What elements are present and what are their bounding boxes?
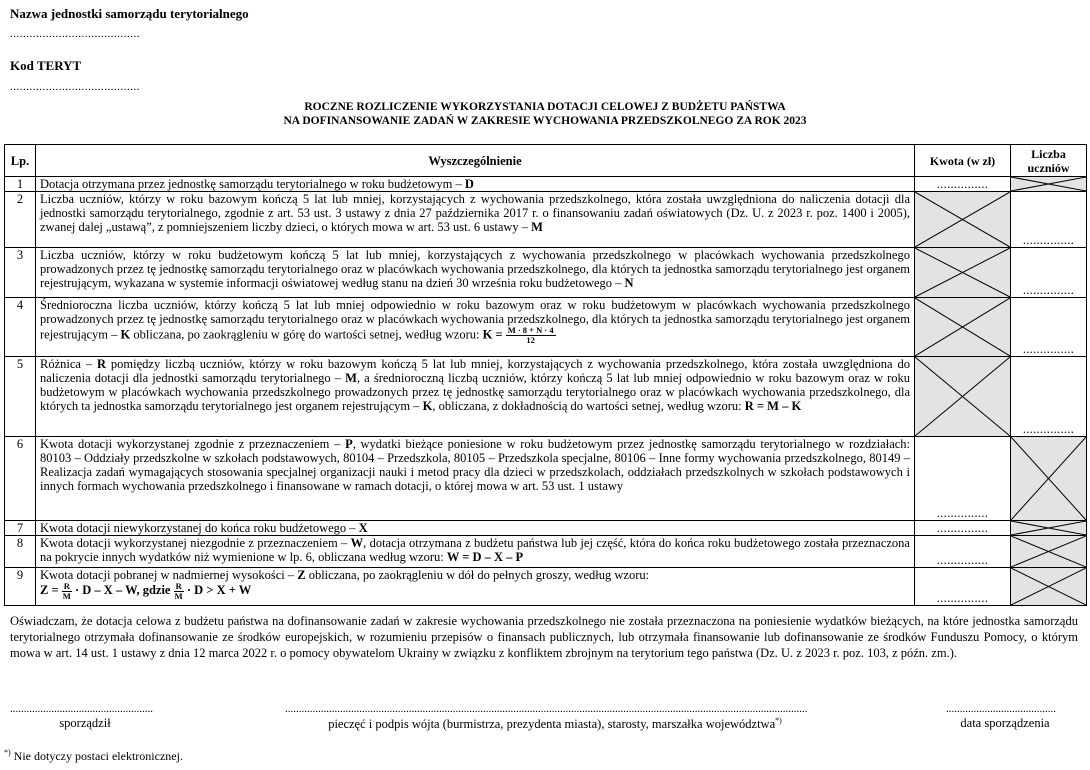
signature-label: pieczęć i podpis wójta (burmistrza, prezydenta miasta), starosty, marszałka województwa*) — [328, 716, 782, 732]
row-desc — [36, 357, 915, 437]
table-row — [5, 248, 1087, 298]
crossed-cell — [915, 248, 1011, 298]
document-title-line1: ROCZNE ROZLICZENIE WYKORZYSTANIA DOTACJI CELOWEJ Z BUDŻETU PAŃSTWA — [304, 101, 786, 113]
row-text: pomiędzy liczbą uczniów, którzy w roku bazowym kończą 5 lat lub mniej, korzystających z wychowania przedszkolnego, która została uwzględniona do naliczenia dotacji dla jednostki samorządu terytorialnego – — [40, 357, 910, 385]
students-field[interactable]: ............... — [1011, 357, 1087, 437]
row-text: Kwota dotacji pobranej w nadmiernej wysokości – — [40, 568, 295, 582]
table-row — [5, 536, 1087, 568]
row-lp: 3 — [5, 248, 36, 298]
formula-fraction: $\frac{R}{M}$ — [174, 581, 183, 601]
formula-fraction — [506, 326, 556, 345]
row-text: , a średnioroczną liczbą uczniów, którzy kończą 5 lat lub mniej odpowiednio w roku bazowym oraz w roku budżetowym w placówkach wychowania przedszkolnego prowadzonych przez tę jednostkę samorządu terytorialnego oraz w placówkach wychowania przedszkolnego, dla których ta jednostka samorządu terytorialnego jest organem rejestrującym – — [40, 371, 910, 413]
row-text: obliczana, po zaokrągleniu w dół do pełnych groszy, według wzoru: — [308, 568, 650, 582]
row-symbol: N — [624, 276, 634, 290]
crossed-cell — [1011, 536, 1087, 568]
row-lp: 5 — [5, 357, 36, 437]
document-title-line2: NA DOFINANSOWANIE ZADAŃ W ZAKRESIE WYCHOWANIA PRZEDSZKOLNEGO ZA ROK 2023 — [283, 115, 807, 127]
settlement-table — [4, 144, 1087, 606]
row-lp: 1 — [5, 177, 36, 192]
footnote: *) Nie dotyczy postaci elektronicznej. — [4, 748, 183, 763]
formula-r: R = M – K — [744, 399, 802, 413]
row-text-tail: obliczana, po zaokrągleniu w górę do wartości setnej, według wzoru: — [133, 327, 480, 342]
amount-field[interactable]: ............... — [915, 437, 1011, 521]
row-desc — [36, 521, 915, 536]
row-symbol: K — [422, 399, 433, 413]
students-field[interactable]: ............... — [1011, 298, 1087, 357]
row-symbol: W — [350, 536, 364, 550]
row-text: , dotacja otrzymana z budżetu państwa lub jej część, która do końca roku budżetowego została przeznaczona na pokrycie innych wydatków niż wymienione w lp. 6, obliczana według wzoru: — [40, 536, 910, 564]
crossed-cell — [1011, 521, 1087, 536]
jst-name-field[interactable]: ........................................ — [10, 28, 140, 40]
row-text: Kwota dotacji niewykorzystanej do końca roku budżetowego – — [40, 521, 356, 535]
row-lp: 2 — [5, 192, 36, 248]
row-lp: 8 — [5, 536, 36, 568]
row-text: Średnioroczna liczba uczniów, którzy kończą 5 lat lub mniej odpowiednio w roku bazowym oraz w roku budżetowym w placówkach wychowania przedszkolnego prowadzonych przez tę jednostkę samorządu terytorialnego oraz w placówkach wychowania przedszkolnego, dla których ta jednostka samorządu terytorialnego jest organem rejestrującym – — [40, 298, 910, 342]
row-desc — [36, 192, 915, 248]
col-header-lp: Lp. — [5, 145, 36, 177]
crossed-cell — [1011, 437, 1087, 521]
row-text: Liczba uczniów, którzy w roku budżetowym kończą 5 lat lub mniej, korzystających z wychowania przedszkolnego w placówkach wychowania przedszkolnego prowadzonych przez tę jednostkę samorządu terytorialnego oraz w placówkach wychowania przedszkolnego, dla których ta jednostka samorządu terytorialnego jest organem rejestrującym, wykazana w systemie informacji oświatowej według stanu na dzień 30 września roku budżetowego – — [40, 248, 910, 290]
row-text: Kwota dotacji wykorzystanej zgodnie z przeznaczeniem – — [40, 437, 341, 451]
row-text: , wydatki bieżące poniesione w roku budżetowym przez jednostkę samorządu terytorialnego w rozdziałach: 80103 – Oddziały przedszkolne w szkołach podstawowych, 80104 – Przedszkola, 80105 – Przedszkola specjalne, 80106 – Inne formy wychowania przedszkolnego, 80149 – Realizacja zadań wymagających stosowania specjalnej organizacji nauki i metod pracy dla dzieci w przedszkolach, oddziałach przedszkolnych w szkołach podstawowych i innych formach wychowania przedszkolnego i finansowane w ramach dotacji, o której mowa w art. 53 ust. 1 ustawy — [40, 437, 911, 493]
table-row — [5, 177, 1087, 192]
row-text-pre: Różnica – — [40, 357, 93, 371]
signature-field[interactable]: .............................................................................................................................................................................................. — [285, 703, 808, 715]
row-desc — [36, 568, 915, 606]
jst-name-label: Nazwa jednostki samorządu terytorialnego — [10, 6, 249, 21]
date-field[interactable]: ........................................ — [946, 703, 1056, 715]
row-lp: 6 — [5, 437, 36, 521]
fraction-denominator: 12 — [526, 335, 535, 345]
row-text: , obliczana, z dokładnością do wartości setnej, według wzoru: — [432, 399, 742, 413]
row-lp: 9 — [5, 568, 36, 606]
prepared-by-field[interactable]: .................................................... — [10, 703, 153, 715]
row-symbol: K — [120, 327, 131, 342]
col-header-desc: Wyszczególnienie — [36, 145, 915, 177]
table-row — [5, 298, 1087, 357]
students-field[interactable]: ............... — [1011, 248, 1087, 298]
formula-w: W = D – X – P — [446, 550, 524, 564]
row-text: Liczba uczniów, którzy w roku bazowym kończą 5 lat lub mniej, korzystających z wychowania przedszkolnego, która została uwzględniona do naliczenia dotacji dla jednostki samorządu terytorialnego, zgodnie z art. 53 ust. 3 ustawy z dnia 27 października 2017 r. o finansowaniu zadań oświatowych (Dz. U. z 2023 r. poz. 1400 i 2005), zwanej dalej „ustawą”, z pomniejszeniem liczby dzieci, o których mowa w art. 53 ust. 6 ustawy – — [40, 192, 910, 234]
table-row — [5, 192, 1087, 248]
row-desc — [36, 177, 915, 192]
formula-k: K = — [482, 327, 503, 342]
row-text: Dotacja otrzymana przez jednostkę samorządu terytorialnego w roku budżetowym – — [40, 177, 462, 191]
row-text: Kwota dotacji wykorzystanej niezgodnie z przeznaczeniem – — [40, 536, 348, 550]
crossed-cell — [915, 192, 1011, 248]
row-symbol: R — [96, 357, 107, 371]
row-lp: 4 — [5, 298, 36, 357]
crossed-cell — [915, 357, 1011, 437]
table-row — [5, 437, 1087, 521]
teryt-label: Kod TERYT — [10, 58, 82, 73]
amount-field[interactable]: ............... — [915, 177, 1011, 192]
date-label: data sporządzenia — [960, 716, 1050, 730]
table-row — [5, 521, 1087, 536]
table-row — [5, 568, 1087, 606]
crossed-cell — [1011, 177, 1087, 192]
row-symbol: Z — [297, 568, 306, 582]
row-symbol: D — [464, 177, 474, 191]
formula-z: Z = $\frac{R}{M}$ · D – X – W, gdzie $\frac{R}{M}$ · D > X + W — [40, 581, 252, 601]
row-symbol: P — [345, 437, 353, 451]
row-desc — [36, 298, 915, 357]
row-lp: 7 — [5, 521, 36, 536]
col-header-amount: Kwota (w zł) — [915, 145, 1011, 177]
row-symbol: X — [358, 521, 368, 535]
crossed-cell — [1011, 568, 1087, 606]
col-header-students: Liczba uczniów — [1011, 145, 1087, 177]
fraction-numerator: M · 8 + N · 4 — [507, 325, 554, 335]
amount-field[interactable]: ............... — [915, 521, 1011, 536]
prepared-by-label: sporządził — [59, 716, 111, 730]
row-desc — [36, 248, 915, 298]
amount-field[interactable]: ............... — [915, 536, 1011, 568]
crossed-cell — [915, 298, 1011, 357]
table-row — [5, 357, 1087, 437]
row-desc — [36, 437, 915, 521]
row-symbol: M — [345, 371, 357, 385]
students-field[interactable]: ............... — [1011, 192, 1087, 248]
row-desc — [36, 536, 915, 568]
teryt-field[interactable]: ........................................ — [10, 81, 140, 93]
row-symbol: M — [531, 220, 543, 234]
formula-fraction: $\frac{R}{M}$ — [62, 581, 71, 601]
declaration-text: Oświadczam, że dotacja celowa z budżetu państwa na dofinansowanie zadań w zakresie wychowania przedszkolnego nie została przeznaczona na poniesienie wydatków bieżących, na które jednostka samorządu terytorialnego otrzymała dofinansowanie ze środków europejskich, w rozumieniu przepisów o finansach publicznych, lub otrzymała finansowanie lub dofinansowanie ze środków Funduszu Pomocy, o którym mowa w art. 14 ust. 1 ustawy z dnia 12 marca 2022 r. o pomocy obywatelom Ukrainy w związku z konfliktem zbrojnym na terytorium tego państwa (Dz. U. z 2023 r. poz. 103, z późn. zm.). — [10, 614, 1078, 660]
amount-field[interactable]: ............... — [915, 568, 1011, 606]
